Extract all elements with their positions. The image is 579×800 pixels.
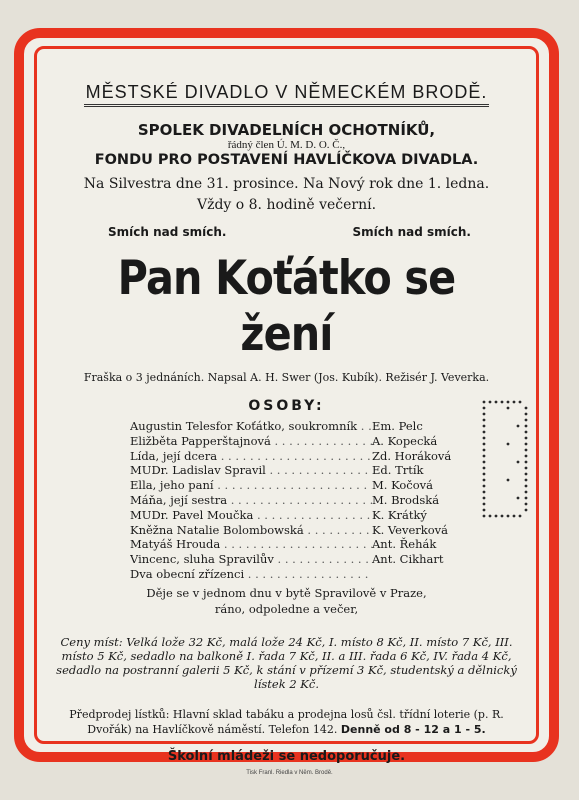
time-line: Vždy o 8. hodině večerní. [196,197,377,213]
membership-line: řádný člen Ú. M. D. O. Č., [227,139,346,151]
perforation-dot [525,419,528,422]
cast-actor: Ed. Trtík [372,463,424,478]
cast-row [130,463,470,478]
tagline-row [40,225,533,239]
setting-line: Děje se v jednom dnu v bytě Spravilově v Praze, [146,585,427,600]
setting-text [40,585,533,617]
perforation-dot [525,473,528,476]
tagline-left: Smích nad smích. [108,225,227,239]
cast-role: MUDr. Ladislav Spravil . . . [130,463,372,478]
perforation-dot [525,449,528,452]
cast-actor: Ant. Řehák [372,537,437,552]
perforation-dot [483,473,486,476]
perforation-dot [513,515,516,518]
cast-row [130,478,470,493]
setting-line: ráno, odpoledne a večer, [214,601,359,616]
perforation-dot [483,407,486,410]
perforation-dot [483,479,486,482]
cast-actor: A. Kopecká [372,433,438,448]
perforation-dot [483,413,486,416]
perforation-dot [501,515,504,518]
cast-row [130,419,470,434]
cast-role: Lída, její dcera . . . [130,449,372,464]
cast-row [130,567,470,582]
perforation-dot [525,467,528,470]
perforation-dot [517,425,520,428]
perforation-dot [525,509,528,512]
theater-name: MĚSTSKÉ DIVADLO V NĚMECKÉM BRODĚ. [84,82,490,107]
presale-text: Předprodej lístků: Hlavní sklad tabáku a prodejna losů čsl. třídní loterie (p. R. Dvořák) na Havlíčkově náměstí. Telefon 142. [69,707,504,736]
perforation-dot [525,461,528,464]
perforation-dot [483,485,486,488]
cast-row [130,493,470,508]
perforation-dot [483,509,486,512]
ticket-prices: Ceny míst: Velká lože 32 Kč, malá lože 24 Kč, I. místo 8 Kč, II. místo 7 Kč, III. místo 5 Kč, sedadlo na balkoně I. řada 7 Kč, II. a III. řada 6 Kč, IV. řada 4 Kč, sedadlo na postranní galerii 5 Kč, k stání v přízemí 3 Kč, studentský a dělnický lístek 2 Kč. [56,634,517,691]
perforation-dot [483,503,486,506]
perforation-dot [483,431,486,434]
cast-heading: OSOBY: [248,398,325,414]
perforation-dot [495,515,498,518]
cast-role: Dva obecní zřízenci . . . [130,567,372,582]
cast-actor: Ant. Cikhart [372,552,444,567]
cast-actor: M. Brodská [372,492,440,507]
cast-row [130,434,470,449]
play-subtitle: Fraška o 3 jednáních. Napsal A. H. Swer (Jos. Kubík). Režisér J. Veverka. [83,371,490,384]
perforation-dot [519,515,522,518]
cast-actor: K. Veverková [372,522,449,537]
perforation-dot [507,479,510,482]
cast-list [130,419,470,582]
cast-actor [372,567,470,582]
perforation-dot [525,407,528,410]
perforation-marks [478,398,538,523]
perforation-dot [495,401,498,404]
cast-role: Vincenc, sluha Spravilův . . . [130,552,372,567]
cast-row [130,537,470,552]
dates-line: Na Silvestra dne 31. prosince. Na Nový rok dne 1. ledna. [83,176,490,192]
fund-name: FONDU PRO POSTAVENÍ HAVLÍČKOVA DIVADLA. [94,152,479,168]
perforation-dot [489,401,492,404]
perforation-dot [483,491,486,494]
cast-row [130,552,470,567]
play-title: Pan Koťátko se žení [117,251,456,362]
society-name: SPOLEK DIVADELNÍCH OCHOTNÍKŮ, [137,121,436,139]
perforation-dot [483,515,486,518]
cast-role: Ella, jeho paní . . . [130,478,372,493]
cast-role: MUDr. Pavel Moučka . . . [130,508,372,523]
perforation-dot [483,467,486,470]
cast-role: Matyáš Hrouda . . . [130,537,372,552]
perforation-dot [483,443,486,446]
perforation-dot [501,401,504,404]
cast-actor: Em. Pelc [372,419,423,433]
perforation-dot [513,401,516,404]
poster-content [40,52,533,764]
cast-actor: M. Kočová [372,478,434,493]
perforation-dot [525,431,528,434]
perforation-dot [525,491,528,494]
presale-hours: Denně od 8 - 12 a 1 - 5. [340,722,486,736]
perforation-dot [525,503,528,506]
performance-dates [40,174,533,216]
cast-actor: K. Krátký [372,507,427,522]
perforation-dot [483,461,486,464]
age-warning: Školní mládeži se nedoporučuje. [167,748,406,764]
cast-row [130,449,470,464]
perforation-dot [483,425,486,428]
perforation-dot [525,479,528,482]
perforation-dot [525,443,528,446]
perforation-dot [507,401,510,404]
cast-role: Kněžna Natalie Bolombowská . . . [130,523,372,538]
perforation-dot [525,425,528,428]
cast-role: Augustin Telesfor Koťátko, soukromník . . . [130,419,372,434]
cast-role: Eližběta Papperštajnová . . . [130,434,372,449]
perforation-dot [525,413,528,416]
perforation-dot [525,455,528,458]
perforation-dot [519,401,522,404]
perforation-dot [507,515,510,518]
cast-row [130,523,470,538]
perforation-dot [525,437,528,440]
perforation-dot [525,485,528,488]
cast-role: Máňa, její sestra . . . [130,493,372,508]
perforation-dot [483,455,486,458]
printer-imprint: Tisk Franl. Riedla v Něm. Brodě. [246,770,333,776]
presale-info [40,707,533,737]
perforation-dot [525,497,528,500]
perforation-dot [483,449,486,452]
perforation-dot [489,515,492,518]
cast-row [130,508,470,523]
perforation-dot [483,497,486,500]
tagline-right: Smích nad smích. [352,225,471,239]
perforation-dot [483,419,486,422]
perforation-dot [517,461,520,464]
perforation-dot [517,497,520,500]
perforation-dot [507,443,510,446]
perforation-dot [483,437,486,440]
cast-actor: Zd. Horáková [372,448,452,463]
perforation-dot [507,407,510,410]
perforation-dot [483,401,486,404]
